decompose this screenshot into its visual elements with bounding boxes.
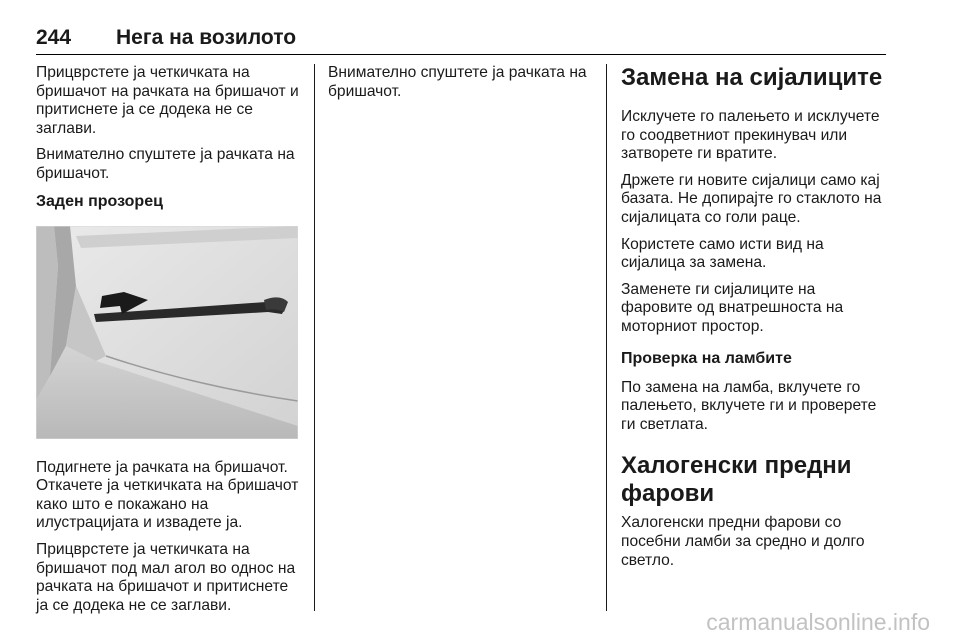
column-left [36,64,300,623]
running-title: Нега на возилото [116,26,297,49]
column-right [621,64,887,578]
paragraph: Подигнете ја рачката на бришачот. Откачете ја четкичката на бришачот како што е покажано на илустрацијата и извадете ја. [36,458,299,532]
column-divider [314,64,315,611]
column-divider [606,64,607,611]
heading-halogen-headlights: Халогенски предни фарови [621,452,852,508]
paragraph: Користете само исти вид на сијалица за замена. [621,235,824,272]
heading-bulb-replacement: Замена на сијалиците [621,64,883,91]
paragraph: По замена на ламба, вклучете го палењето, вклучете ги и проверете ги светлата. [621,378,877,433]
paragraph: Халогенски предни фарови со посебни ламби за средно и долго светло. [621,514,865,569]
column-middle [328,64,596,109]
paragraph: Прицврстете ја четкичката на бришачот под мал агол во однос на рачката на бришачот и притиснете ја се додека не се заглави. [36,540,296,614]
watermark: carmanualsonline.info [706,609,930,635]
paragraph: Исклучете го палењето и исклучете го соодветниот прекинувач или затворете ги вратите. [621,108,880,163]
paragraph: Внимателно спуштете ја рачката на бришачот. [328,64,587,100]
paragraph: Заменете ги сијалиците на фаровите од внатрешноста на моторниот простор. [621,280,844,335]
page-number: 244 [36,26,72,49]
rear-wiper-illustration [36,226,298,439]
subheading-rear-window: Заден прозорец [36,192,163,210]
subheading-lamp-check: Проверка на ламбите [621,349,792,367]
paragraph: Држете ги новите сијалици само кај базата. Не допирајте го стаклото на сијалицата со голи раце. [621,171,882,226]
paragraph: Внимателно спуштете ја рачката на бришачот. [36,146,295,182]
paragraph: Прицврстете ја четкичката на бришачот на рачката на бришачот и притиснете ја се додека не се заглави. [36,64,299,137]
page-header [36,20,886,55]
